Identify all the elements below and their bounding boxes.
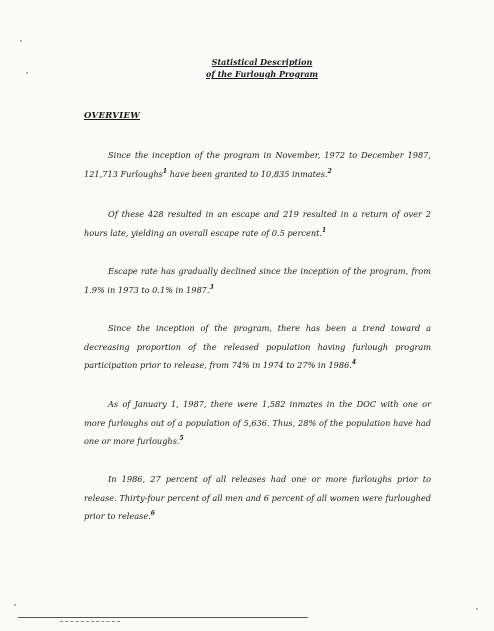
paragraph-3 (84, 262, 431, 299)
footer-rule (18, 617, 308, 618)
paragraph-text: Since the inception of the program in November, 1972 to December 1987, 121,713 Furloughs (84, 150, 431, 179)
paragraph-1 (84, 146, 431, 183)
paragraph-text: As of January 1, 1987, there were 1,582 inmates in the DOC with one or more furloughs out of a population of 5,636. Thus, 28% of the population have had one or more furloughs. (84, 399, 431, 446)
title-line-2: of the Furlough Program (206, 69, 318, 79)
paragraph-4 (84, 319, 431, 375)
scan-speck (26, 72, 28, 74)
paragraph-text: In 1986, 27 percent of all releases had one or more furloughs prior to release. Thirty-four percent of all men and 6 percent of all women were furloughed prior to release. (84, 474, 431, 521)
paragraph-text: Since the inception of the program, there has been a trend toward a decreasing proportion of the released population having furlough program participation prior to release, from 74% in 1974 to 27% in 1986. (84, 323, 431, 370)
title-line-1: Statistical Description (211, 57, 313, 67)
footnote-reference: 2 (327, 167, 332, 175)
footer-rule-dashed (60, 621, 120, 622)
paragraph-5 (84, 395, 431, 451)
footnote-reference: 4 (351, 359, 357, 366)
footnote-reference: 1 (322, 226, 327, 234)
footnote-reference: 1 (162, 167, 168, 175)
paragraph-text: have been granted to 10,835 inmates. (167, 168, 328, 179)
scan-speck (476, 608, 478, 610)
paragraph-2 (84, 205, 431, 242)
document-title (0, 56, 494, 80)
paragraph-6 (84, 470, 431, 526)
scan-speck (20, 40, 22, 42)
footnote-reference: 3 (209, 283, 214, 291)
paragraph-text: Of these 428 resulted in an escape and 219 resulted in a return of over 2 hours late, yielding an overall escape rate of 0.5 percent. (84, 209, 431, 238)
section-heading: OVERVIEW (84, 111, 141, 121)
footnote-reference: 6 (150, 510, 155, 517)
footnote-reference: 5 (179, 435, 184, 442)
scan-speck (14, 604, 16, 606)
paragraph-text: Escape rate has gradually declined since the inception of the program, from 1.9% in 1973 to 0.1% in 1987. (84, 266, 431, 295)
